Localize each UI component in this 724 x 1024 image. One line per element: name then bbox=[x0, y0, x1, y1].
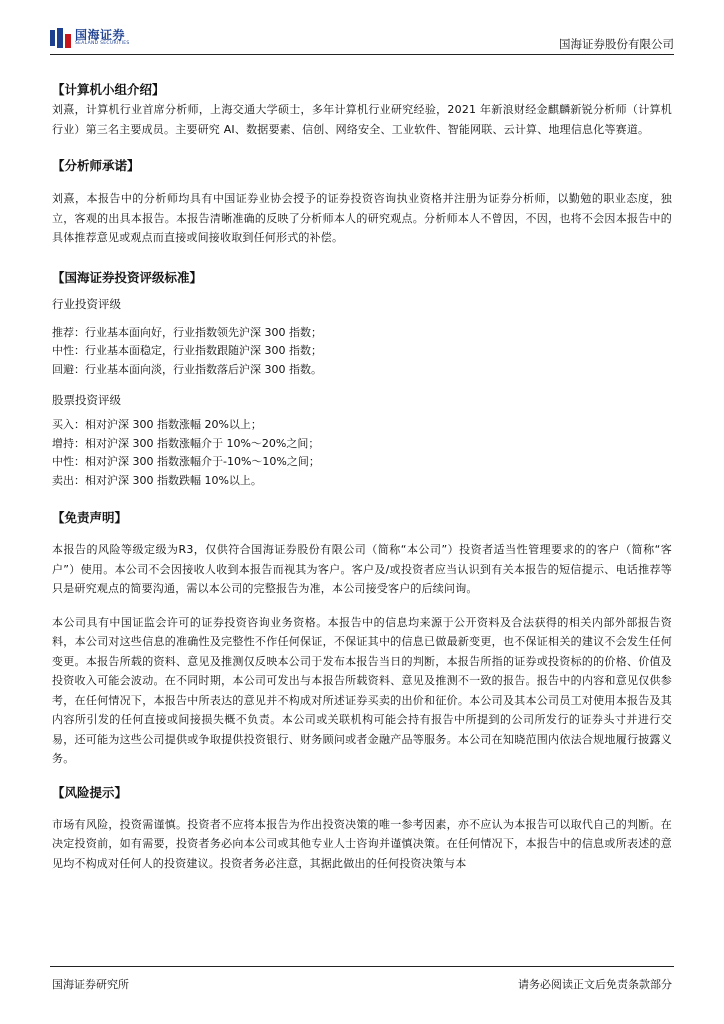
industry-rating-list bbox=[52, 324, 672, 380]
logo-en-text: SEALAND SECURITIES bbox=[75, 41, 130, 47]
commitment-body: 刘熹，本报告中的分析师均具有中国证券业协会授予的证券投资咨询执业资格并注册为证券分析师，以勤勉的职业态度，独立，客观的出具本报告。本报告清晰准确的反映了分析师本人的研究观点。分析师本人不曾因，不因，也将不会因本报告中的具体推荐意见或观点而直接或间接收取到任何形式的补偿。 bbox=[52, 192, 672, 244]
footer-notice: 请务必阅读正文后免责条款部分 bbox=[518, 978, 672, 991]
stock-rating-list bbox=[52, 416, 672, 490]
commitment-title: 【分析师承诺】 bbox=[52, 158, 140, 173]
footer-institute: 国海证券研究所 bbox=[52, 978, 129, 991]
stock-rating-item: 中性：相对沪深 300 指数涨幅介于-10%～10%之间； bbox=[52, 455, 320, 468]
disclaimer-p1: 本报告的风险等级定级为R3，仅供符合国海证券股份有限公司（简称“本公司”）投资者适当性管理要求的的客户（简称“客户”）使用。本公司不会因接收人收到本报告而视其为客户。客户及/或投资者应当认识到有关本报告的短信提示、电话推荐等只是研究观点的简要沟通，需以本公司的完整报告为准，本公司接受客户的后续问询。 bbox=[52, 543, 672, 595]
footer-divider bbox=[50, 966, 674, 967]
team-title: 【计算机小组介绍】 bbox=[52, 82, 165, 97]
logo-icon bbox=[50, 28, 72, 48]
stock-rating-title: 股票投资评级 bbox=[52, 393, 121, 407]
page-header bbox=[50, 28, 674, 54]
rating-title: 【国海证券投资评级标准】 bbox=[52, 269, 203, 285]
header-divider bbox=[50, 54, 674, 55]
disclaimer-title: 【免责声明】 bbox=[52, 510, 128, 525]
industry-rating-item: 回避：行业基本面向淡，行业指数落后沪深 300 指数。 bbox=[52, 362, 322, 376]
industry-rating-item: 中性：行业基本面稳定，行业指数跟随沪深 300 指数； bbox=[52, 344, 322, 357]
team-body: 刘熹，计算机行业首席分析师，上海交通大学硕士，多年计算机行业研究经验，2021 年新浪财经金麒麟新锐分析师（计算机行业）第三名主要成员。主要研究 AI、数据要素、信创、网络安全、工业软件、智能网联、云计算、地理信息化等赛道。 bbox=[52, 103, 672, 136]
stock-rating-item: 增持：相对沪深 300 指数涨幅介于 10%～20%之间； bbox=[52, 436, 320, 450]
logo-cn-text: 国海证券 bbox=[75, 28, 126, 43]
risk-title: 【风险提示】 bbox=[52, 784, 128, 800]
industry-rating-item: 推荐：行业基本面向好，行业指数领先沪深 300 指数； bbox=[52, 325, 322, 339]
page-content bbox=[52, 72, 672, 873]
company-logo bbox=[50, 28, 130, 48]
industry-rating-title: 行业投资评级 bbox=[52, 296, 121, 311]
header-company-name: 国海证券股份有限公司 bbox=[559, 37, 674, 51]
stock-rating-item: 卖出：相对沪深 300 指数跌幅 10%以上。 bbox=[52, 473, 262, 487]
disclaimer-p2: 本公司具有中国证监会许可的证券投资咨询业务资格。本报告中的信息均来源于公开资料及合法获得的相关内部外部报告资料，本公司对这些信息的准确性及完整性不作任何保证，不保证其中的信息已做最新变更，也不保证相关的建议不会发生任何变更。本报告所载的资料、意见及推测仅反映本公司于发布本报告当日的判断，本报告所指的证券或投资标的的价格、价值及投资收入可能会波动。在不同时期，本公司可发出与本报告所载资料、意见及推测不一致的报告。报告中的内容和意见仅供参考，在任何情况下，本报告中所表达的意见并不构成对所述证券买卖的出价和征价。本公司及其本公司员工对使用本报告及其内容所引发的任何直接或间接损失概不负责。本公司或关联机构可能会持有报告中所提到的公司所发行的证券头寸并进行交易，还可能为这些公司提供或争取提供投资银行、财务顾问或者金融产品等服务。本公司在知晓范围内依法合规地履行披露义务。 bbox=[52, 615, 672, 765]
risk-body: 市场有风险，投资需谨慎。投资者不应将本报告为作出投资决策的唯一参考因素，亦不应认为本报告可以取代自己的判断。在决定投资前，如有需要，投资者务必向本公司或其他专业人士咨询并谨慎决策。在任何情况下，本报告中的信息或所表述的意见均不构成对任何人的投资建议。投资者务必注意，其据此做出的任何投资决策与本 bbox=[52, 817, 672, 870]
stock-rating-item: 买入：相对沪深 300 指数涨幅 20%以上； bbox=[52, 418, 262, 431]
